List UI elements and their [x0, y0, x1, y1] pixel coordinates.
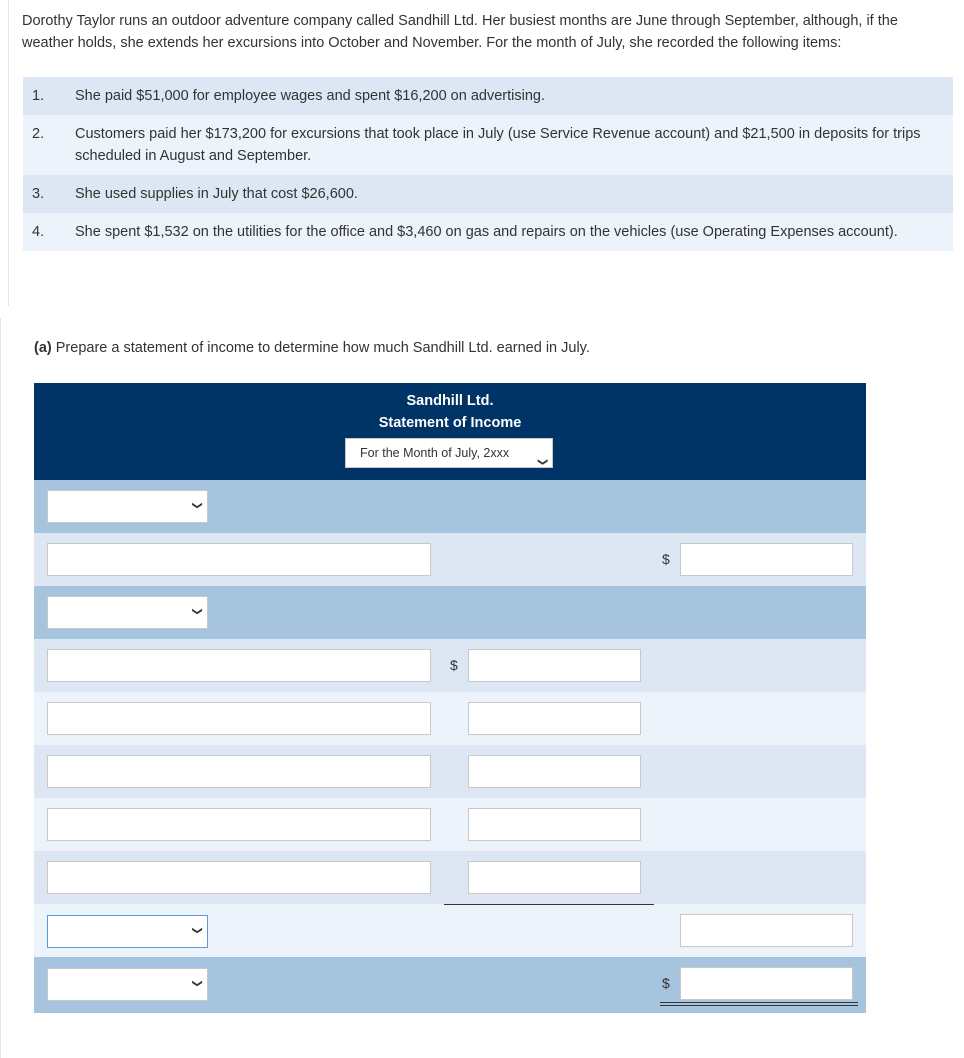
currency-symbol: $	[662, 975, 670, 991]
statement-row	[34, 798, 866, 851]
expense-account-input[interactable]	[47, 702, 431, 735]
double-rule	[660, 1002, 858, 1003]
item-number: 4.	[32, 224, 45, 240]
income-statement-worksheet	[34, 383, 866, 1013]
item-number: 3.	[32, 186, 45, 202]
expense-amount-input[interactable]	[468, 702, 641, 735]
problem-intro: Dorothy Taylor runs an outdoor adventure company called Sandhill Ltd. Her busiest months are June through September, although, if the weather holds, she extends her excursions into October and November. For the month of July, she recorded the following items:	[22, 13, 898, 51]
list-item	[23, 77, 953, 115]
total-expenses-select[interactable]	[47, 915, 208, 948]
double-rule	[660, 1005, 858, 1006]
expense-account-input[interactable]	[47, 755, 431, 788]
subtotal-rule	[444, 904, 654, 905]
statement-row	[34, 639, 866, 692]
item-text: She spent $1,532 on the utilities for the office and $3,460 on gas and repairs on the vehicles (use Operating Expenses account).	[75, 224, 898, 240]
revenue-amount-input[interactable]	[680, 543, 853, 576]
list-item	[23, 175, 953, 213]
question-prompt	[34, 340, 590, 356]
statement-row	[34, 480, 866, 533]
currency-symbol: $	[450, 657, 458, 673]
statement-title: Statement of Income	[378, 415, 522, 431]
statement-row	[34, 745, 866, 798]
period-select-value: For the Month of July, 2xxx	[360, 446, 510, 460]
net-income-input[interactable]	[680, 967, 853, 1000]
list-item	[23, 115, 953, 175]
expense-amount-input[interactable]	[468, 755, 641, 788]
chevron-down-icon: ❯	[191, 501, 203, 510]
expense-account-input[interactable]	[47, 649, 431, 682]
expense-account-input[interactable]	[47, 808, 431, 841]
chevron-down-icon: ❯	[191, 607, 203, 616]
question-text: Prepare a statement of income to determine how much Sandhill Ltd. earned in July.	[51, 340, 590, 356]
transaction-list	[23, 77, 953, 251]
company-name: Sandhill Ltd.	[406, 393, 494, 409]
total-expenses-input[interactable]	[680, 914, 853, 947]
list-item	[23, 213, 953, 251]
item-text: She paid $51,000 for employee wages and spent $16,200 on advertising.	[75, 88, 545, 104]
statement-row	[34, 692, 866, 745]
expense-amount-input[interactable]	[468, 808, 641, 841]
statement-row	[34, 904, 866, 957]
question-label: (a)	[34, 340, 52, 356]
expense-amount-input[interactable]	[468, 649, 641, 682]
expense-amount-input[interactable]	[468, 861, 641, 894]
statement-row	[34, 586, 866, 639]
statement-row	[34, 957, 866, 1013]
currency-symbol: $	[662, 551, 670, 567]
item-number: 1.	[32, 88, 45, 104]
statement-row	[34, 533, 866, 586]
chevron-down-icon: ❯	[536, 457, 548, 467]
chevron-down-icon: ❯	[191, 926, 203, 935]
expense-account-input[interactable]	[47, 861, 431, 894]
item-text: Customers paid her $173,200 for excursions that took place in July (use Service Revenue account) and $21,500 in deposits for trips scheduled in August and September.	[75, 126, 921, 164]
item-text: She used supplies in July that cost $26,600.	[75, 186, 358, 202]
account-heading-select[interactable]	[47, 490, 208, 523]
item-number: 2.	[32, 126, 45, 142]
statement-row	[34, 851, 866, 904]
chevron-down-icon: ❯	[191, 979, 203, 988]
net-income-select[interactable]	[47, 968, 208, 1001]
revenue-account-input[interactable]	[47, 543, 431, 576]
period-select[interactable]	[345, 438, 553, 468]
expenses-heading-select[interactable]	[47, 596, 208, 629]
statement-header	[34, 383, 866, 480]
